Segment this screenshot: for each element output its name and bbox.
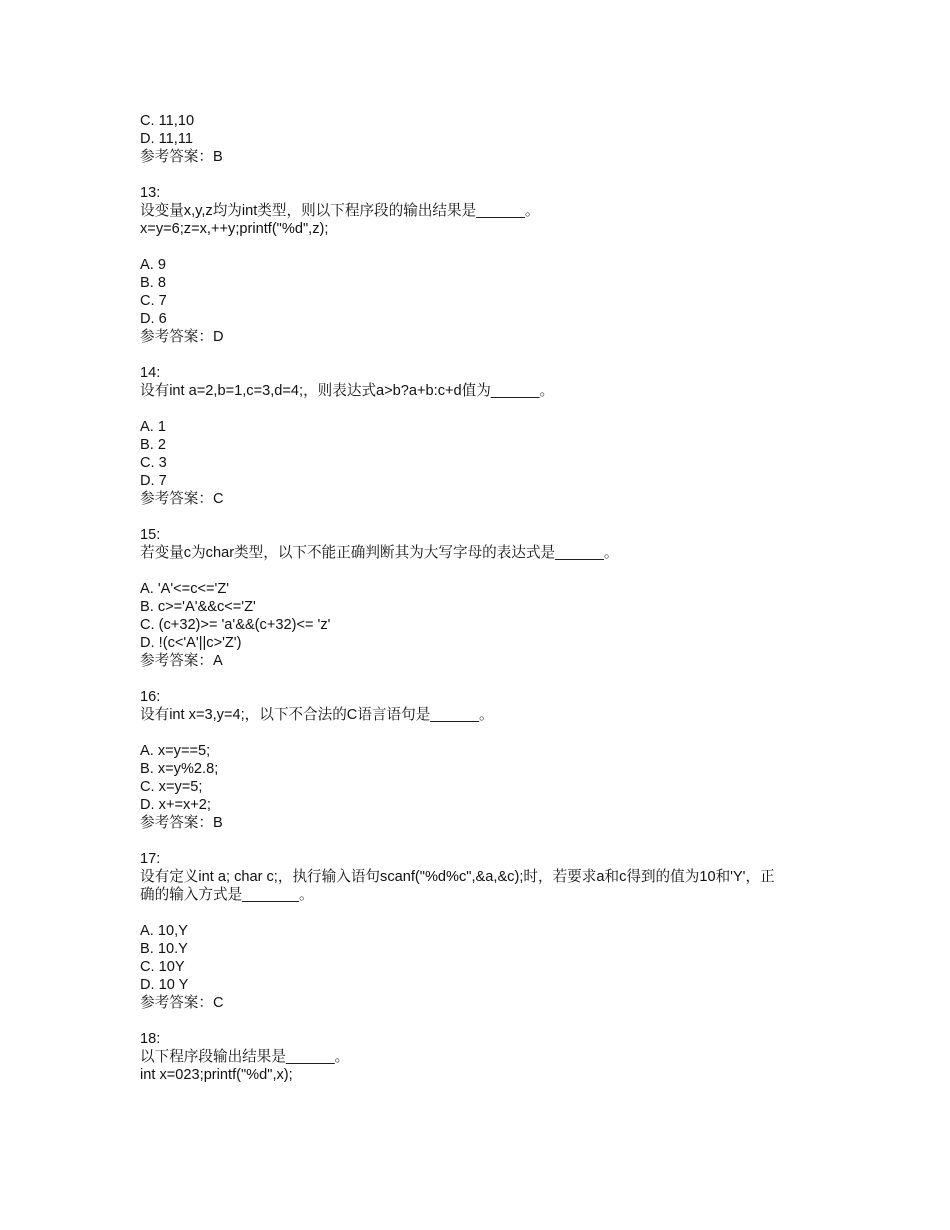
answer-line: 参考答案：B [140, 149, 223, 165]
option-b: B. 10.Y [140, 941, 188, 957]
option-c: C. 3 [140, 455, 167, 471]
option-c: C. 7 [140, 293, 167, 309]
option-b: B. c>='A'&&c<='Z' [140, 599, 256, 615]
question-18 [140, 1030, 830, 1084]
option-b: B. 2 [140, 437, 166, 453]
option-d: D. !(c<'A'||c>'Z') [140, 635, 242, 651]
question-stem: 以下程序段输出结果是______。 [140, 1049, 350, 1065]
question-stem: 确的输入方式是_______。 [140, 887, 314, 903]
question-number: 13: [140, 185, 161, 201]
option-a: A. 'A'<=c<='Z' [140, 581, 230, 597]
question-number: 16: [140, 689, 161, 705]
answer-line: 参考答案：A [140, 653, 223, 669]
question-16 [140, 688, 830, 832]
question-stem: 若变量c为char类型，以下不能正确判断其为大写字母的表达式是______。 [140, 545, 619, 561]
document-page [140, 112, 830, 1084]
question-number: 14: [140, 365, 161, 381]
option-b: B. x=y%2.8; [140, 761, 219, 777]
option-b: B. 8 [140, 275, 166, 291]
question-number: 18: [140, 1031, 161, 1047]
option-a: A. 9 [140, 257, 166, 273]
question-17 [140, 850, 830, 1012]
option-a: A. x=y==5; [140, 743, 211, 759]
question-stem: 设有int x=3,y=4;，以下不合法的C语言语句是______。 [140, 707, 494, 723]
question-13 [140, 184, 830, 346]
option-d: D. x+=x+2; [140, 797, 211, 813]
option-c: C. 11,10 [140, 113, 195, 129]
option-a: A. 10,Y [140, 923, 188, 939]
answer-line: 参考答案：C [140, 491, 224, 507]
question-15 [140, 526, 830, 670]
top-section [140, 112, 830, 166]
question-stem: 设变量x,y,z均为int类型，则以下程序段的输出结果是______。 [140, 203, 540, 219]
question-14 [140, 364, 830, 508]
answer-line: 参考答案：D [140, 329, 224, 345]
option-d: D. 10 Y [140, 977, 189, 993]
option-d: D. 7 [140, 473, 167, 489]
question-stem: x=y=6;z=x,++y;printf("%d",z); [140, 221, 329, 237]
option-d: D. 6 [140, 311, 167, 327]
question-stem: int x=023;printf("%d",x); [140, 1067, 293, 1083]
question-stem: 设有定义int a; char c;，执行输入语句scanf("%d%c",&a,&c);时，若要求a和c得到的值为10和'Y'，正 [140, 869, 775, 885]
question-number: 15: [140, 527, 161, 543]
option-c: C. x=y=5; [140, 779, 203, 795]
answer-line: 参考答案：B [140, 815, 223, 831]
question-number: 17: [140, 851, 161, 867]
option-c: C. (c+32)>= 'a'&&(c+32)<= 'z' [140, 617, 331, 633]
option-a: A. 1 [140, 419, 166, 435]
option-d: D. 11,11 [140, 131, 194, 147]
option-c: C. 10Y [140, 959, 185, 975]
question-stem: 设有int a=2,b=1,c=3,d=4;，则表达式a>b?a+b:c+d值为______。 [140, 383, 555, 399]
answer-line: 参考答案：C [140, 995, 224, 1011]
